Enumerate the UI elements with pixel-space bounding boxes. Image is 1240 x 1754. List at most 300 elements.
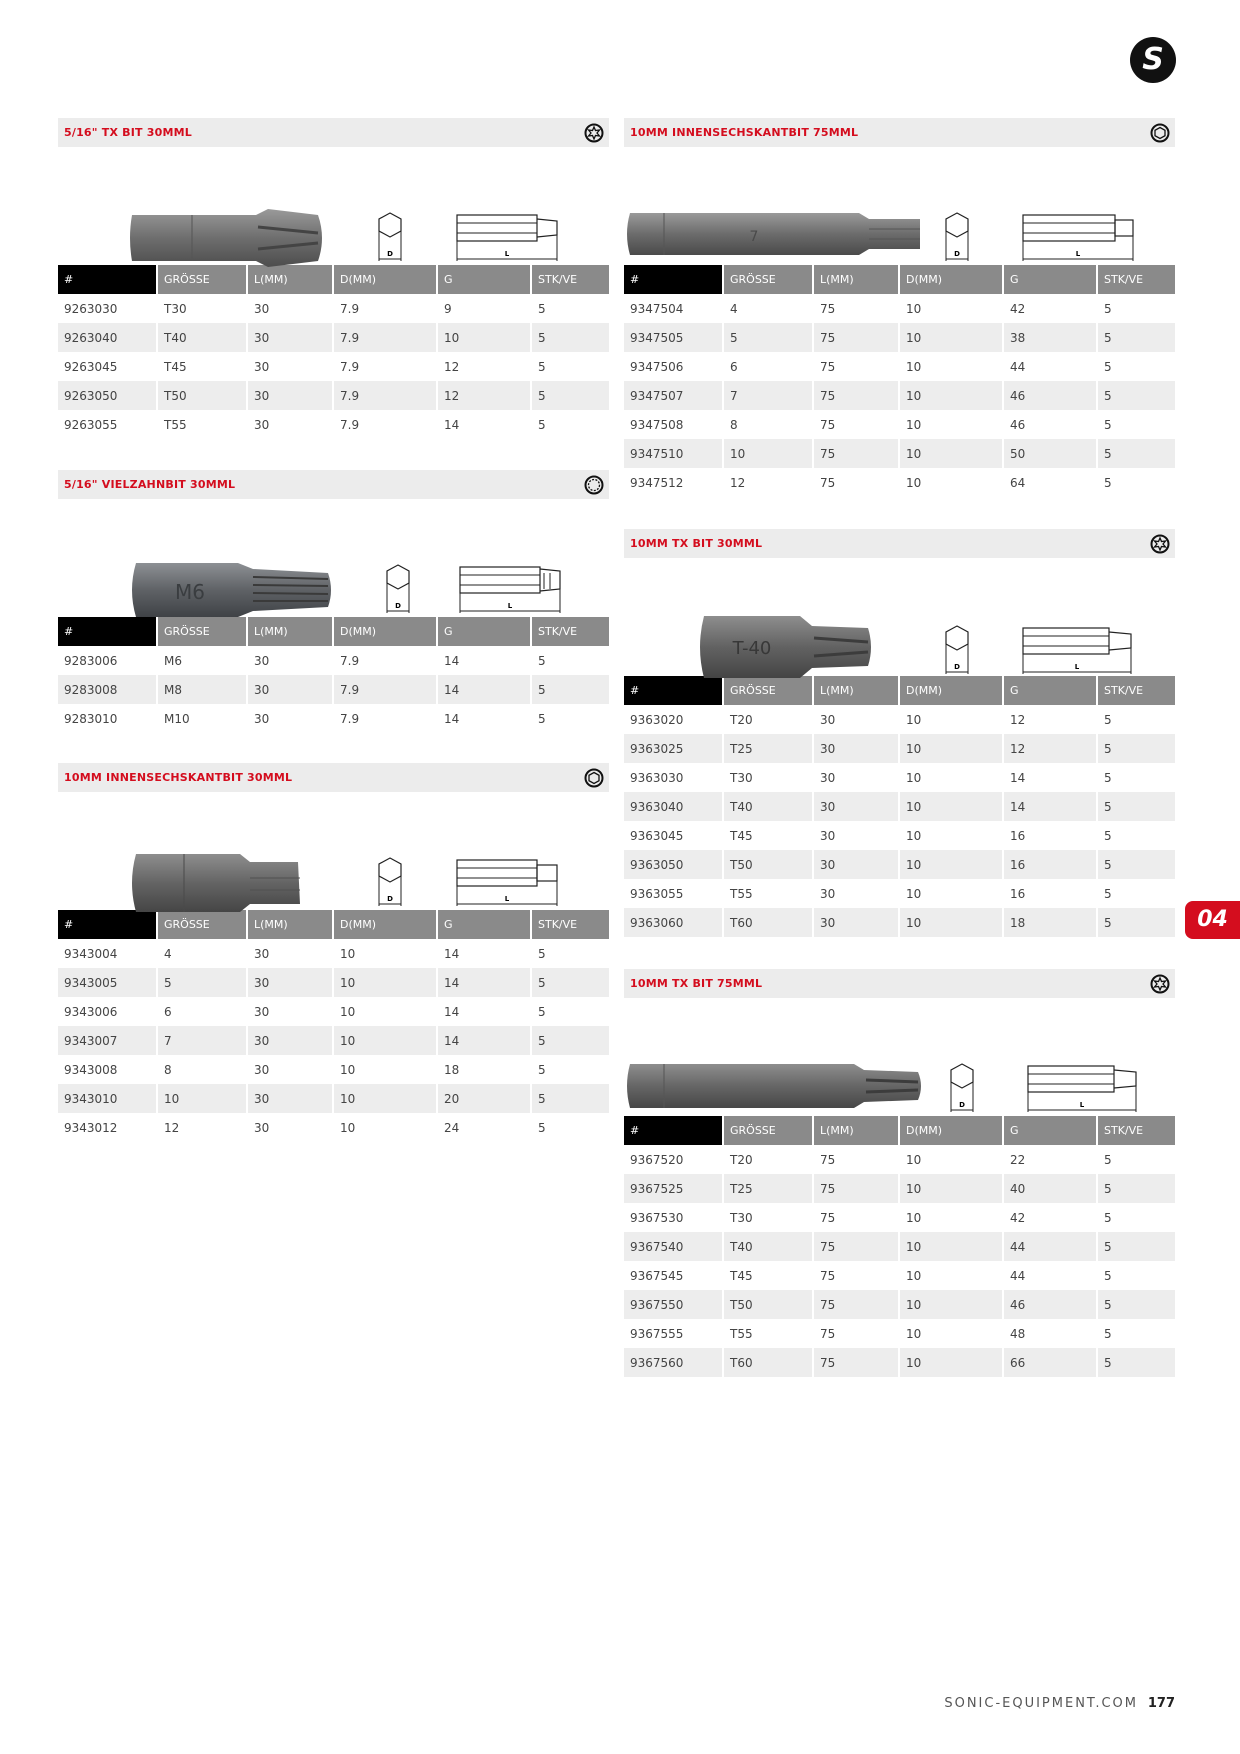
table-header-row bbox=[624, 265, 1175, 294]
table-row bbox=[624, 1232, 1175, 1261]
table-cell: 9343008 bbox=[58, 1055, 157, 1084]
table-cell: 64 bbox=[1003, 468, 1097, 497]
hex-bit-image bbox=[128, 850, 308, 916]
table-cell: 30 bbox=[247, 997, 333, 1026]
sonic-logo: S bbox=[1130, 37, 1176, 83]
product-table bbox=[624, 676, 1175, 937]
table-cell: 30 bbox=[247, 410, 333, 439]
table-row bbox=[624, 792, 1175, 821]
table-cell: 10 bbox=[899, 410, 1003, 439]
table-cell: 12 bbox=[1003, 705, 1097, 734]
section-header bbox=[624, 529, 1175, 558]
column-header: L(MM) bbox=[247, 617, 333, 646]
product-images bbox=[58, 792, 609, 910]
table-cell: 5 bbox=[1097, 1232, 1175, 1261]
bit-marking: T-40 bbox=[732, 638, 772, 659]
table-cell: 10 bbox=[899, 323, 1003, 352]
table-cell: 5 bbox=[157, 968, 247, 997]
table-cell: 7.9 bbox=[333, 294, 437, 323]
d-label: D bbox=[959, 1101, 965, 1109]
table-cell: 75 bbox=[813, 410, 899, 439]
table-cell: 10 bbox=[333, 997, 437, 1026]
table-cell: 5 bbox=[1097, 792, 1175, 821]
product-images bbox=[58, 499, 609, 617]
table-cell: 42 bbox=[1003, 294, 1097, 323]
table-cell: 14 bbox=[437, 675, 531, 704]
table-cell: 10 bbox=[899, 1174, 1003, 1203]
torx-icon bbox=[584, 123, 604, 143]
table-row bbox=[624, 1174, 1175, 1203]
column-header: L(MM) bbox=[813, 676, 899, 705]
table-cell: 7.9 bbox=[333, 381, 437, 410]
table-cell: 5 bbox=[538, 359, 546, 374]
table-cell: 12 bbox=[723, 468, 813, 497]
hex-profile-diagram bbox=[942, 622, 972, 678]
column-header: G bbox=[1003, 1116, 1097, 1145]
table-cell: 9343006 bbox=[58, 997, 157, 1026]
l-label: L bbox=[1079, 1101, 1085, 1109]
table-cell: 9367540 bbox=[624, 1232, 723, 1261]
table-row bbox=[624, 1261, 1175, 1290]
table-cell: 5 bbox=[1104, 712, 1112, 727]
table-cell: 7 bbox=[723, 381, 813, 410]
torx-icon bbox=[1150, 974, 1170, 994]
table-cell: 14 bbox=[437, 997, 531, 1026]
table-cell: 14 bbox=[437, 704, 531, 733]
table-cell: 9363030 bbox=[624, 763, 723, 792]
table-cell: 75 bbox=[813, 1319, 899, 1348]
table-row bbox=[58, 1084, 609, 1113]
table-cell: 30 bbox=[247, 704, 333, 733]
table-row bbox=[624, 705, 1175, 734]
torx-bit-image bbox=[696, 612, 876, 682]
table-cell: 10 bbox=[899, 439, 1003, 468]
product-images bbox=[624, 558, 1175, 676]
table-cell: 10 bbox=[899, 1145, 1003, 1174]
table-cell: 7.9 bbox=[333, 410, 437, 439]
column-header: G bbox=[437, 265, 531, 294]
hex-profile-diagram bbox=[942, 209, 972, 265]
column-header: L(MM) bbox=[813, 265, 899, 294]
table-cell: 9343004 bbox=[58, 939, 157, 968]
section-title: 10MM INNENSECHSKANTBIT 75MML bbox=[630, 126, 859, 139]
section-hex-10-75 bbox=[624, 118, 1175, 497]
table-row bbox=[624, 1145, 1175, 1174]
column-header: D(MM) bbox=[899, 676, 1003, 705]
table-cell: 75 bbox=[813, 1203, 899, 1232]
table-cell: 5 bbox=[538, 1062, 546, 1077]
table-cell: 66 bbox=[1003, 1348, 1097, 1377]
table-cell: 5 bbox=[531, 1026, 609, 1055]
product-table bbox=[58, 617, 609, 733]
table-cell: 10 bbox=[333, 939, 437, 968]
column-header: STK/VE bbox=[531, 265, 609, 294]
table-cell: 14 bbox=[1003, 763, 1097, 792]
table-cell: 5 bbox=[538, 1004, 546, 1019]
column-header: # bbox=[58, 910, 157, 939]
column-header: D(MM) bbox=[333, 617, 437, 646]
table-cell: 10 bbox=[899, 352, 1003, 381]
table-cell: 5 bbox=[1104, 1152, 1112, 1167]
table-cell: 30 bbox=[813, 734, 899, 763]
table-cell: 5 bbox=[531, 381, 609, 410]
table-cell: 5 bbox=[538, 301, 546, 316]
table-cell: 7.9 bbox=[333, 646, 437, 675]
table-cell: 30 bbox=[813, 763, 899, 792]
table-cell: T30 bbox=[157, 294, 247, 323]
table-cell: 5 bbox=[531, 675, 609, 704]
column-header: D(MM) bbox=[333, 265, 437, 294]
product-images bbox=[624, 147, 1175, 265]
table-cell: 9363055 bbox=[624, 879, 723, 908]
table-cell: 9367520 bbox=[624, 1145, 723, 1174]
table-cell: 9347507 bbox=[624, 381, 723, 410]
table-cell: T55 bbox=[723, 1319, 813, 1348]
hex-profile-diagram bbox=[947, 1060, 977, 1116]
torx-bit-image bbox=[128, 207, 328, 269]
table-cell: 10 bbox=[899, 908, 1003, 937]
column-header: # bbox=[58, 265, 157, 294]
table-row bbox=[624, 1319, 1175, 1348]
table-cell: 6 bbox=[723, 352, 813, 381]
table-row bbox=[58, 939, 609, 968]
table-cell: M10 bbox=[157, 704, 247, 733]
table-cell: 9363020 bbox=[624, 705, 723, 734]
table-cell: 10 bbox=[333, 1113, 437, 1142]
table-cell: 30 bbox=[813, 792, 899, 821]
table-cell: 30 bbox=[247, 352, 333, 381]
table-cell: T45 bbox=[723, 1261, 813, 1290]
table-cell: 5 bbox=[1104, 1326, 1112, 1341]
table-cell: 9347506 bbox=[624, 352, 723, 381]
table-cell: 9283008 bbox=[58, 675, 157, 704]
column-header: # bbox=[624, 265, 723, 294]
d-label: D bbox=[387, 895, 393, 903]
table-cell: 9343012 bbox=[58, 1113, 157, 1142]
table-cell: T50 bbox=[157, 381, 247, 410]
table-cell: 24 bbox=[437, 1113, 531, 1142]
table-cell: 5 bbox=[1104, 770, 1112, 785]
table-cell: 10 bbox=[899, 792, 1003, 821]
table-cell: 30 bbox=[813, 879, 899, 908]
table-cell: 14 bbox=[437, 410, 531, 439]
table-cell: 14 bbox=[437, 646, 531, 675]
section-header bbox=[58, 470, 609, 499]
table-cell: 9347504 bbox=[624, 294, 723, 323]
table-cell: T45 bbox=[723, 821, 813, 850]
table-cell: 10 bbox=[437, 323, 531, 352]
column-header: GRÖSSE bbox=[723, 1116, 813, 1145]
table-cell: 46 bbox=[1003, 1290, 1097, 1319]
table-cell: 10 bbox=[899, 850, 1003, 879]
section-header bbox=[624, 118, 1175, 147]
table-header-row bbox=[624, 1116, 1175, 1145]
table-cell: 30 bbox=[813, 705, 899, 734]
column-header: GRÖSSE bbox=[157, 617, 247, 646]
table-cell: 44 bbox=[1003, 352, 1097, 381]
table-row bbox=[624, 734, 1175, 763]
column-header: D(MM) bbox=[899, 1116, 1003, 1145]
table-cell: 10 bbox=[899, 1319, 1003, 1348]
table-cell: T25 bbox=[723, 1174, 813, 1203]
length-diagram bbox=[1024, 1060, 1149, 1116]
table-cell: 30 bbox=[247, 1055, 333, 1084]
page-number: 177 bbox=[1147, 1696, 1175, 1711]
table-cell: T30 bbox=[723, 763, 813, 792]
table-cell: M8 bbox=[157, 675, 247, 704]
column-header: STK/VE bbox=[531, 910, 609, 939]
table-cell: 9343010 bbox=[58, 1084, 157, 1113]
table-cell: 75 bbox=[813, 1145, 899, 1174]
table-cell: 5 bbox=[1097, 323, 1175, 352]
table-cell: 10 bbox=[899, 1348, 1003, 1377]
table-header-row bbox=[58, 617, 609, 646]
table-cell: 75 bbox=[813, 1232, 899, 1261]
chapter-tab: 04 bbox=[1185, 901, 1240, 939]
d-label: D bbox=[954, 250, 960, 258]
table-cell: 5 bbox=[538, 1120, 546, 1135]
table-row bbox=[58, 675, 609, 704]
table-cell: 10 bbox=[333, 1026, 437, 1055]
table-cell: 22 bbox=[1003, 1145, 1097, 1174]
table-row bbox=[624, 381, 1175, 410]
table-cell: 46 bbox=[1003, 410, 1097, 439]
table-cell: 5 bbox=[1104, 828, 1112, 843]
table-cell: 9367525 bbox=[624, 1174, 723, 1203]
table-cell: 5 bbox=[1097, 381, 1175, 410]
table-row bbox=[58, 1113, 609, 1142]
column-header: L(MM) bbox=[247, 265, 333, 294]
table-cell: 5 bbox=[1104, 359, 1112, 374]
table-row bbox=[58, 294, 609, 323]
product-table bbox=[58, 265, 609, 439]
hex-socket-icon bbox=[1150, 123, 1170, 143]
table-cell: 8 bbox=[157, 1055, 247, 1084]
column-header: # bbox=[624, 676, 723, 705]
table-cell: 18 bbox=[1003, 908, 1097, 937]
product-images bbox=[58, 147, 609, 265]
table-cell: 9367545 bbox=[624, 1261, 723, 1290]
table-cell: 5 bbox=[1104, 475, 1112, 490]
table-cell: 5 bbox=[531, 323, 609, 352]
table-cell: 9367530 bbox=[624, 1203, 723, 1232]
column-header: L(MM) bbox=[813, 1116, 899, 1145]
table-row bbox=[624, 1203, 1175, 1232]
table-cell: 9263050 bbox=[58, 381, 157, 410]
table-cell: 9347508 bbox=[624, 410, 723, 439]
table-cell: 7.9 bbox=[333, 675, 437, 704]
column-header: # bbox=[624, 1116, 723, 1145]
table-cell: 9367550 bbox=[624, 1290, 723, 1319]
table-cell: 20 bbox=[437, 1084, 531, 1113]
table-cell: 75 bbox=[813, 352, 899, 381]
table-cell: 75 bbox=[813, 1348, 899, 1377]
hex-profile-diagram bbox=[383, 561, 413, 617]
product-table bbox=[58, 910, 609, 1142]
table-cell: T50 bbox=[723, 1290, 813, 1319]
column-header: GRÖSSE bbox=[157, 265, 247, 294]
column-header: STK/VE bbox=[1097, 1116, 1175, 1145]
table-cell: 9363040 bbox=[624, 792, 723, 821]
table-cell: 10 bbox=[899, 763, 1003, 792]
section-header bbox=[58, 763, 609, 792]
table-cell: 5 bbox=[1097, 439, 1175, 468]
table-row bbox=[624, 763, 1175, 792]
table-row bbox=[624, 1348, 1175, 1377]
section-title: 5/16" TX BIT 30MML bbox=[64, 126, 192, 139]
table-cell: 5 bbox=[1104, 886, 1112, 901]
length-diagram bbox=[456, 561, 576, 617]
column-header: L(MM) bbox=[247, 910, 333, 939]
table-cell: 9343005 bbox=[58, 968, 157, 997]
column-header: GRÖSSE bbox=[723, 676, 813, 705]
column-header: STK/VE bbox=[1097, 676, 1175, 705]
product-table bbox=[624, 265, 1175, 497]
table-row bbox=[58, 968, 609, 997]
table-cell: 10 bbox=[899, 1261, 1003, 1290]
hex-socket-icon bbox=[584, 768, 604, 788]
table-cell: 9363025 bbox=[624, 734, 723, 763]
table-cell: 30 bbox=[247, 1084, 333, 1113]
table-cell: M6 bbox=[157, 646, 247, 675]
table-cell: 14 bbox=[437, 939, 531, 968]
l-label: L bbox=[504, 895, 510, 903]
table-cell: 30 bbox=[247, 1113, 333, 1142]
bit-marking: M6 bbox=[175, 580, 205, 604]
table-cell: 5 bbox=[538, 711, 546, 726]
table-cell: 44 bbox=[1003, 1261, 1097, 1290]
table-cell: 9367555 bbox=[624, 1319, 723, 1348]
table-cell: 9343007 bbox=[58, 1026, 157, 1055]
table-cell: T25 bbox=[723, 734, 813, 763]
l-label: L bbox=[504, 250, 510, 258]
table-row bbox=[624, 821, 1175, 850]
torx-icon bbox=[1150, 534, 1170, 554]
table-cell: 10 bbox=[723, 439, 813, 468]
table-cell: 12 bbox=[157, 1113, 247, 1142]
table-row bbox=[58, 352, 609, 381]
table-cell: 44 bbox=[1003, 1232, 1097, 1261]
table-cell: 10 bbox=[899, 1290, 1003, 1319]
table-cell: T40 bbox=[157, 323, 247, 352]
column-header: GRÖSSE bbox=[723, 265, 813, 294]
table-cell: 10 bbox=[899, 879, 1003, 908]
d-label: D bbox=[395, 602, 401, 610]
table-cell: 30 bbox=[247, 675, 333, 704]
section-title: 10MM TX BIT 75MML bbox=[630, 977, 763, 990]
section-title: 10MM TX BIT 30MML bbox=[630, 537, 763, 550]
table-cell: T60 bbox=[723, 908, 813, 937]
product-table bbox=[624, 1116, 1175, 1377]
table-cell: T55 bbox=[723, 879, 813, 908]
table-cell: 5 bbox=[1097, 1174, 1175, 1203]
column-header: GRÖSSE bbox=[157, 910, 247, 939]
length-diagram bbox=[453, 209, 573, 265]
table-cell: 18 bbox=[437, 1055, 531, 1084]
table-row bbox=[624, 439, 1175, 468]
table-row bbox=[624, 850, 1175, 879]
table-cell: 5 bbox=[1097, 850, 1175, 879]
table-cell: 10 bbox=[333, 1084, 437, 1113]
table-cell: 9363045 bbox=[624, 821, 723, 850]
section-vielzahn bbox=[58, 470, 609, 733]
table-cell: 7.9 bbox=[333, 323, 437, 352]
table-cell: 7.9 bbox=[333, 352, 437, 381]
table-cell: 10 bbox=[899, 468, 1003, 497]
section-tx-10-30 bbox=[624, 529, 1175, 937]
table-row bbox=[58, 381, 609, 410]
table-cell: 30 bbox=[813, 908, 899, 937]
d-label: D bbox=[387, 250, 393, 258]
table-row bbox=[624, 294, 1175, 323]
table-cell: 5 bbox=[538, 946, 546, 961]
table-cell: 5 bbox=[531, 968, 609, 997]
table-cell: 75 bbox=[813, 294, 899, 323]
section-tx-10-75 bbox=[624, 969, 1175, 1377]
table-cell: 5 bbox=[1097, 908, 1175, 937]
table-cell: 10 bbox=[899, 1232, 1003, 1261]
table-row bbox=[624, 468, 1175, 497]
table-cell: 5 bbox=[1104, 301, 1112, 316]
table-cell: 12 bbox=[437, 352, 531, 381]
table-cell: 75 bbox=[813, 439, 899, 468]
spline-icon bbox=[584, 475, 604, 495]
table-cell: 75 bbox=[813, 1290, 899, 1319]
table-row bbox=[58, 323, 609, 352]
table-cell: 5 bbox=[538, 417, 546, 432]
d-label: D bbox=[954, 663, 960, 671]
footer-website: SONIC-EQUIPMENT.COM bbox=[944, 1696, 1138, 1711]
section-header bbox=[624, 969, 1175, 998]
table-cell: 5 bbox=[1097, 1290, 1175, 1319]
table-cell: 75 bbox=[813, 381, 899, 410]
table-cell: T50 bbox=[723, 850, 813, 879]
table-cell: 42 bbox=[1003, 1203, 1097, 1232]
section-header bbox=[58, 118, 609, 147]
column-header: G bbox=[1003, 676, 1097, 705]
column-header: G bbox=[437, 617, 531, 646]
table-cell: 30 bbox=[247, 294, 333, 323]
table-cell: 9263055 bbox=[58, 410, 157, 439]
l-label: L bbox=[1074, 663, 1080, 671]
table-cell: 9367560 bbox=[624, 1348, 723, 1377]
table-cell: 8 bbox=[723, 410, 813, 439]
product-images bbox=[624, 998, 1175, 1116]
table-cell: T55 bbox=[157, 410, 247, 439]
column-header: G bbox=[1003, 265, 1097, 294]
section-hex-10-30 bbox=[58, 763, 609, 1142]
table-cell: T40 bbox=[723, 792, 813, 821]
table-cell: 4 bbox=[723, 294, 813, 323]
table-cell: 38 bbox=[1003, 323, 1097, 352]
hex-profile-diagram bbox=[375, 854, 405, 910]
table-cell: 5 bbox=[1104, 417, 1112, 432]
column-header: D(MM) bbox=[899, 265, 1003, 294]
torx-long-bit-image bbox=[624, 1060, 924, 1112]
column-header: G bbox=[437, 910, 531, 939]
table-cell: 9283006 bbox=[58, 646, 157, 675]
table-cell: 30 bbox=[247, 939, 333, 968]
l-label: L bbox=[1075, 250, 1081, 258]
table-cell: 9263030 bbox=[58, 294, 157, 323]
table-cell: 9347505 bbox=[624, 323, 723, 352]
l-label: L bbox=[507, 602, 513, 610]
table-cell: 50 bbox=[1003, 439, 1097, 468]
table-cell: 5 bbox=[1104, 1268, 1112, 1283]
table-row bbox=[624, 352, 1175, 381]
table-row bbox=[58, 646, 609, 675]
table-cell: 12 bbox=[1003, 734, 1097, 763]
